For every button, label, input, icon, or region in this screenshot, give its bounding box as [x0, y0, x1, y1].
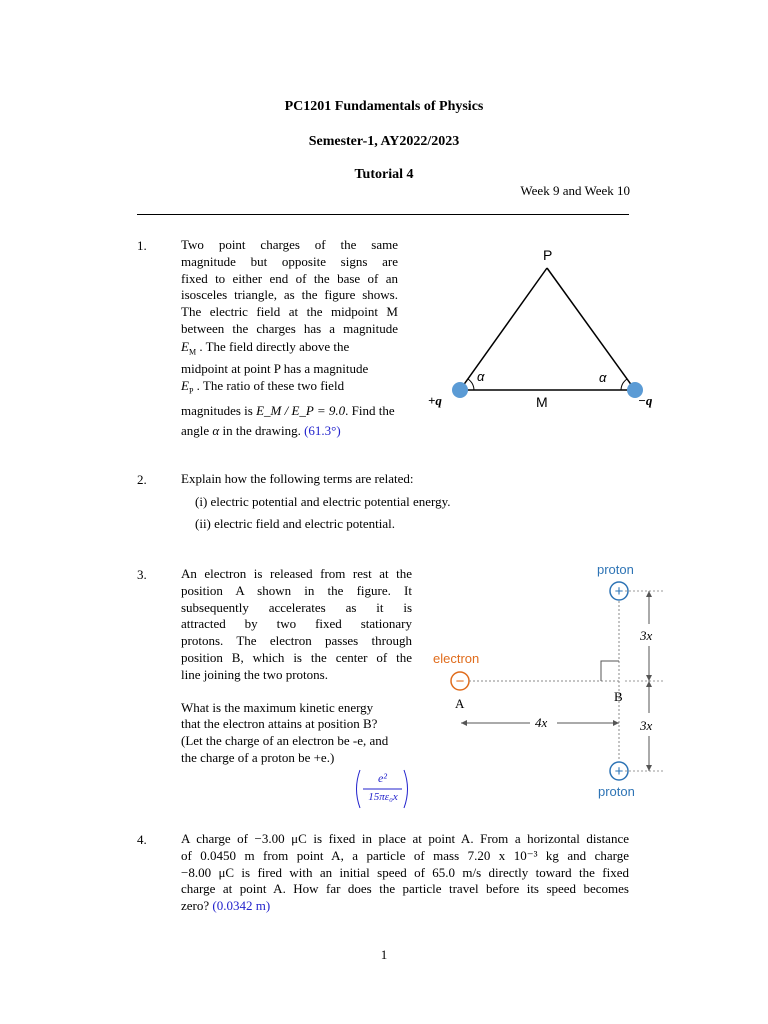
em-symbol: E — [181, 338, 189, 354]
q1-line: angle — [181, 423, 210, 439]
course-title: PC1201 Fundamentals of Physics — [284, 99, 484, 114]
q4-line: zero? — [181, 898, 210, 914]
answer-denominator: 15πε₀x — [368, 791, 398, 803]
proton-electron-figure — [425, 556, 685, 806]
ratio-formula: E_M / E_P = 9.0 — [256, 403, 346, 419]
q4-number: 4. — [137, 832, 147, 847]
q3-question-line: the charge of a proton be +e.) — [181, 749, 335, 765]
q3-line: line joining the two protons. — [181, 666, 328, 682]
q1-line: between the charges has a magnitude — [181, 320, 398, 336]
q1-line: . The field directly above the — [199, 338, 350, 354]
proton-top-plus: + — [614, 583, 624, 600]
q3-question-line: that the electron attains at position B? — [181, 716, 378, 732]
arrow-top-up — [646, 591, 652, 597]
label-p: P — [543, 247, 553, 263]
q1-number: 1. — [137, 238, 147, 253]
q3-line: attracted by two fixed stationary — [181, 616, 412, 632]
q4-line: −8.00 μC is fired with an initial speed of 65.0 m/s directly toward the fixed — [181, 864, 629, 880]
q1-line: magnitudes is — [181, 403, 253, 419]
label-3x-top: 3x — [640, 628, 653, 643]
q1-line: midpoint at point P has a magnitude — [181, 361, 369, 377]
q3-question-line: (Let the charge of an electron be -e, and — [181, 733, 389, 749]
q1-line: The electric field at the midpoint M — [181, 304, 398, 320]
q4-last-line — [181, 898, 629, 915]
tutorial-title: Tutorial 4 — [354, 167, 414, 182]
q2-number: 2. — [137, 472, 147, 487]
alpha-right: α — [599, 370, 607, 385]
alpha-left: α — [477, 369, 485, 384]
electron-label: electron — [433, 651, 480, 666]
q1-line-em — [181, 339, 398, 361]
q2-prompt: Explain how the following terms are related: — [181, 471, 414, 486]
q1-line: . The ratio of these two field — [196, 377, 345, 393]
q1-line: Two point charges of the same — [181, 237, 398, 252]
arrow-left — [461, 720, 467, 726]
proton-top-label: proton — [597, 562, 634, 577]
q4-line: of 0.0450 m from point A, a particle of mass 7.20 x 10⁻³ kg and charge — [181, 847, 629, 863]
q3-number: 3. — [137, 567, 147, 582]
em-subscript: M — [188, 347, 197, 357]
label-b: B — [614, 689, 623, 704]
left-paren — [357, 770, 361, 808]
header-divider — [137, 214, 629, 215]
q4-answer: (0.0342 m) — [212, 898, 271, 914]
ep-symbol: E — [181, 377, 189, 393]
label-m: M — [536, 394, 548, 410]
q1-line-ep — [181, 378, 398, 400]
page-number: 1 — [380, 947, 388, 962]
q1-line: isosceles triangle, as the figure shows. — [181, 287, 398, 303]
ep-subscript: P — [188, 386, 194, 396]
q4-text — [181, 831, 629, 915]
q1-line-ratio — [181, 403, 398, 420]
label-4x: 4x — [535, 715, 548, 730]
positive-charge-dot — [452, 382, 468, 398]
q1-line: magnitude but opposite signs are — [181, 253, 398, 269]
semester-title: Semester-1, AY2022/2023 — [308, 134, 460, 149]
arrow-right — [613, 720, 619, 726]
q4-line: A charge of −3.00 μC is fixed in place at point A. From a horizontal distance — [181, 831, 629, 846]
q4-line: charge at point A. How far does the particle travel before its speed becomes — [181, 881, 629, 897]
q1-text — [181, 237, 398, 440]
q1-line: . Find the — [345, 403, 395, 419]
q3-answer — [354, 768, 410, 810]
electron-minus: − — [455, 673, 465, 690]
q1-line-angle — [181, 423, 398, 440]
weeks-label: Week 9 and Week 10 — [520, 183, 630, 198]
q3-question-line: What is the maximum kinetic energy — [181, 699, 374, 715]
arrow-top-down — [646, 675, 652, 681]
q3-line: position B, which is the center of the — [181, 649, 412, 665]
label-3x-bottom: 3x — [640, 718, 653, 733]
q3-text — [181, 566, 412, 767]
q1-line: in the drawing. — [222, 423, 301, 439]
right-angle-marker — [601, 661, 619, 681]
label-a: A — [455, 696, 465, 711]
q2-item-1: (i) electric potential and electric potential energy. — [195, 494, 451, 509]
proton-bottom-label: proton — [598, 784, 635, 799]
angle-arc-right — [621, 379, 627, 390]
right-paren — [404, 770, 408, 808]
answer-numerator: e² — [378, 771, 387, 785]
q3-line: An electron is released from rest at the — [181, 566, 412, 581]
triangle-figure — [420, 240, 660, 415]
alpha-symbol: α — [212, 423, 220, 439]
triangle-left-side — [460, 268, 547, 390]
q3-line: position A shown in the figure. It — [181, 582, 412, 598]
arrow-bottom-up — [646, 681, 652, 687]
angle-arc-left — [468, 379, 474, 390]
q2-item-2: (ii) electric field and electric potential. — [195, 516, 395, 531]
triangle-right-side — [547, 268, 635, 390]
label-minus-q: −q — [638, 393, 653, 408]
q3-line: protons. The electron passes through — [181, 633, 412, 649]
q1-answer: (61.3°) — [304, 423, 341, 439]
proton-bottom-plus: + — [614, 763, 624, 780]
arrow-bottom-down — [646, 765, 652, 771]
q3-line: subsequently accelerates as it is — [181, 599, 412, 615]
label-plus-q: +q — [428, 393, 442, 408]
q1-line: fixed to either end of the base of an — [181, 270, 398, 286]
